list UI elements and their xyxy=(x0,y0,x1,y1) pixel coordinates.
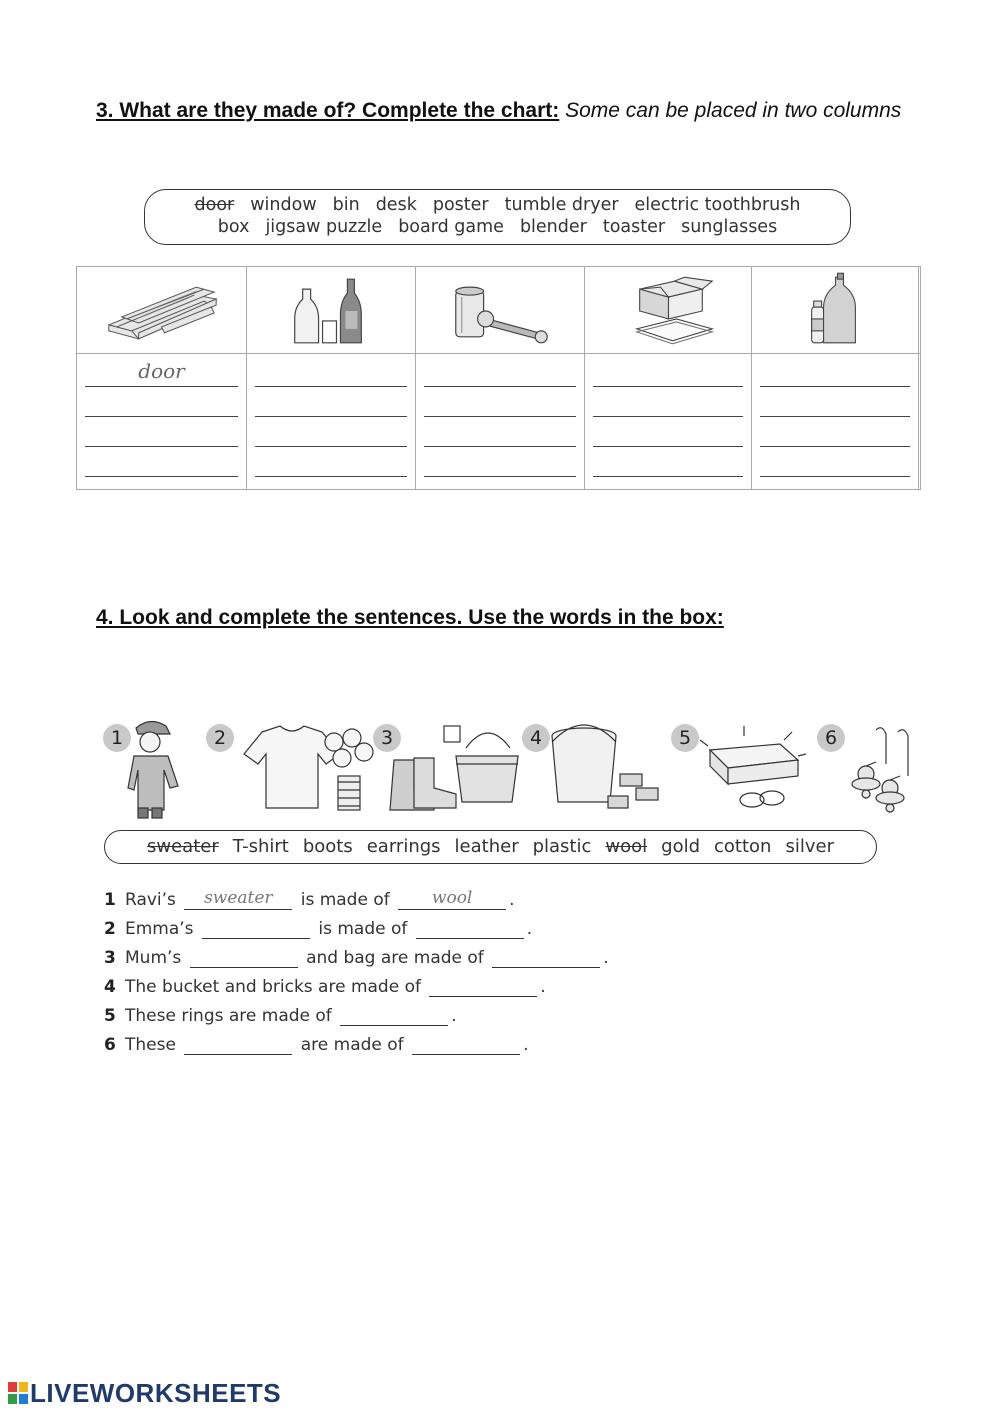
sentence-number: 6 xyxy=(104,1035,116,1055)
answer-line[interactable] xyxy=(85,416,238,417)
sentence-2 xyxy=(104,919,532,939)
answer-line[interactable] xyxy=(255,476,407,477)
sentence-number: 2 xyxy=(104,919,116,939)
cardboard-paper-icon xyxy=(585,267,751,353)
answer-line[interactable] xyxy=(593,416,743,417)
word-boots: boots xyxy=(302,836,353,857)
sentence-text: These rings are made of xyxy=(125,1006,332,1026)
answer-line[interactable] xyxy=(255,446,407,447)
chart-column-plastic xyxy=(752,267,919,489)
answer-line[interactable] xyxy=(85,446,238,447)
footer-brand: LIVEWORKSHEETS xyxy=(30,1378,282,1408)
answer-line[interactable] xyxy=(85,386,238,387)
word-box: box xyxy=(217,217,250,237)
answer-blank[interactable] xyxy=(398,888,506,910)
example-answer: door xyxy=(138,359,185,383)
liveworksheets-logo-icon xyxy=(8,1382,28,1404)
sentence-text: Ravi’s xyxy=(125,890,176,910)
picture-number-3: 3 xyxy=(373,724,401,752)
example-answer: sweater xyxy=(204,888,273,908)
picture-number-5: 5 xyxy=(671,724,699,752)
sentence-text: The bucket and bricks are made of xyxy=(125,977,421,997)
word-sunglasses: sunglasses xyxy=(681,217,778,237)
tshirt-cotton-icon xyxy=(232,722,382,822)
word-tumble-dryer: tumble dryer xyxy=(504,195,619,215)
word-box-row-1 xyxy=(145,195,850,215)
exercise-3-title-bold: 3. What are they made of? Complete the chart: xyxy=(96,99,560,122)
word-box-row-2 xyxy=(145,217,850,237)
picture-number-1: 1 xyxy=(103,724,131,752)
sentence-number: 5 xyxy=(104,1006,116,1026)
word-box-row xyxy=(105,836,876,857)
word-gold: gold xyxy=(661,836,701,857)
sentence-end: . xyxy=(451,1006,457,1026)
chart-column-glass xyxy=(247,267,416,489)
answer-line[interactable] xyxy=(255,416,407,417)
plastic-bottles-icon xyxy=(752,267,918,353)
sentence-text: is made of xyxy=(300,890,390,910)
exercise-4-word-box xyxy=(104,830,877,864)
word-blender: blender xyxy=(519,217,587,237)
materials-chart xyxy=(76,266,921,490)
sentence-text: Mum’s xyxy=(125,948,182,968)
word-silver: silver xyxy=(785,836,834,857)
exercise-3-title xyxy=(96,96,926,125)
sentence-text: and bag are made of xyxy=(306,948,484,968)
word-toaster: toaster xyxy=(602,217,666,237)
sentence-text: is made of xyxy=(318,919,408,939)
word-leather: leather xyxy=(454,836,519,857)
sentence-number: 4 xyxy=(104,977,116,997)
word-desk: desk xyxy=(375,195,417,215)
sentence-end: . xyxy=(540,977,546,997)
word-door: door xyxy=(194,195,235,215)
sentence-number: 3 xyxy=(104,948,116,968)
answer-blank[interactable] xyxy=(340,1007,448,1026)
answer-line[interactable] xyxy=(593,476,743,477)
sentence-end: . xyxy=(523,1035,529,1055)
answer-blank[interactable] xyxy=(190,949,298,968)
answer-line[interactable] xyxy=(85,476,238,477)
picture-number-6: 6 xyxy=(817,724,845,752)
boots-bag-leather-icon xyxy=(384,722,524,814)
answer-line[interactable] xyxy=(424,476,576,477)
boy-sweater-icon xyxy=(126,718,196,820)
answer-blank[interactable] xyxy=(184,1036,292,1055)
answer-line[interactable] xyxy=(424,386,576,387)
answer-line[interactable] xyxy=(593,446,743,447)
sentence-3 xyxy=(104,948,609,968)
sentence-text: These xyxy=(125,1035,176,1055)
sentence-1 xyxy=(104,890,515,910)
glass-bottles-icon xyxy=(247,267,415,353)
sentence-text: are made of xyxy=(300,1035,404,1055)
picture-number-2: 2 xyxy=(206,724,234,752)
word-jigsaw-puzzle: jigsaw puzzle xyxy=(265,217,383,237)
answer-line[interactable] xyxy=(760,416,910,417)
chart-header-divider xyxy=(77,353,920,354)
answer-line[interactable] xyxy=(424,416,576,417)
word-tshirt: T-shirt xyxy=(232,836,289,857)
sentence-end: . xyxy=(526,919,533,939)
answer-blank[interactable] xyxy=(416,920,524,939)
answer-line[interactable] xyxy=(760,446,910,447)
answer-blank[interactable] xyxy=(412,1036,520,1055)
word-cotton: cotton xyxy=(714,836,772,857)
answer-line[interactable] xyxy=(424,446,576,447)
word-plastic: plastic xyxy=(532,836,592,857)
answer-blank[interactable] xyxy=(184,888,292,910)
picture-number-4: 4 xyxy=(522,724,550,752)
liveworksheets-footer xyxy=(8,1378,281,1409)
earrings-silver-icon xyxy=(826,722,926,818)
sentence-text: Emma’s xyxy=(125,919,194,939)
wood-planks-icon xyxy=(77,267,246,353)
gold-bar-rings-icon xyxy=(680,720,812,816)
word-sweater: sweater xyxy=(147,836,219,857)
word-board-game: board game xyxy=(398,217,504,237)
word-wool: wool xyxy=(605,836,648,857)
answer-line[interactable] xyxy=(593,386,743,387)
sentence-6 xyxy=(104,1035,528,1055)
answer-line[interactable] xyxy=(760,386,910,387)
word-bin: bin xyxy=(332,195,360,215)
word-window: window xyxy=(250,195,317,215)
answer-blank[interactable] xyxy=(429,978,537,997)
example-answer: wool xyxy=(431,888,473,908)
metal-can-wrench-icon xyxy=(416,267,584,353)
bucket-bricks-plastic-icon xyxy=(548,722,674,818)
chart-column-paper xyxy=(585,267,752,489)
sentence-end: . xyxy=(603,948,609,968)
sentence-5 xyxy=(104,1006,457,1026)
exercise-3-word-box xyxy=(144,189,851,245)
word-electric-toothbrush: electric toothbrush xyxy=(634,195,801,215)
answer-blank[interactable] xyxy=(492,949,600,968)
word-earrings: earrings xyxy=(366,836,441,857)
sentence-end: . xyxy=(509,890,515,910)
answer-line[interactable] xyxy=(760,476,910,477)
word-poster: poster xyxy=(432,195,489,215)
sentence-number: 1 xyxy=(104,890,116,910)
exercise-4-title: 4. Look and complete the sentences. Use the words in the box: xyxy=(96,606,724,629)
exercise-3-title-instruction: Some can be placed in two columns xyxy=(559,99,902,122)
sentence-4 xyxy=(104,977,546,997)
answer-line[interactable] xyxy=(255,386,407,387)
chart-column-metal xyxy=(416,267,585,489)
answer-blank[interactable] xyxy=(202,920,310,939)
chart-column-wood xyxy=(77,267,247,489)
